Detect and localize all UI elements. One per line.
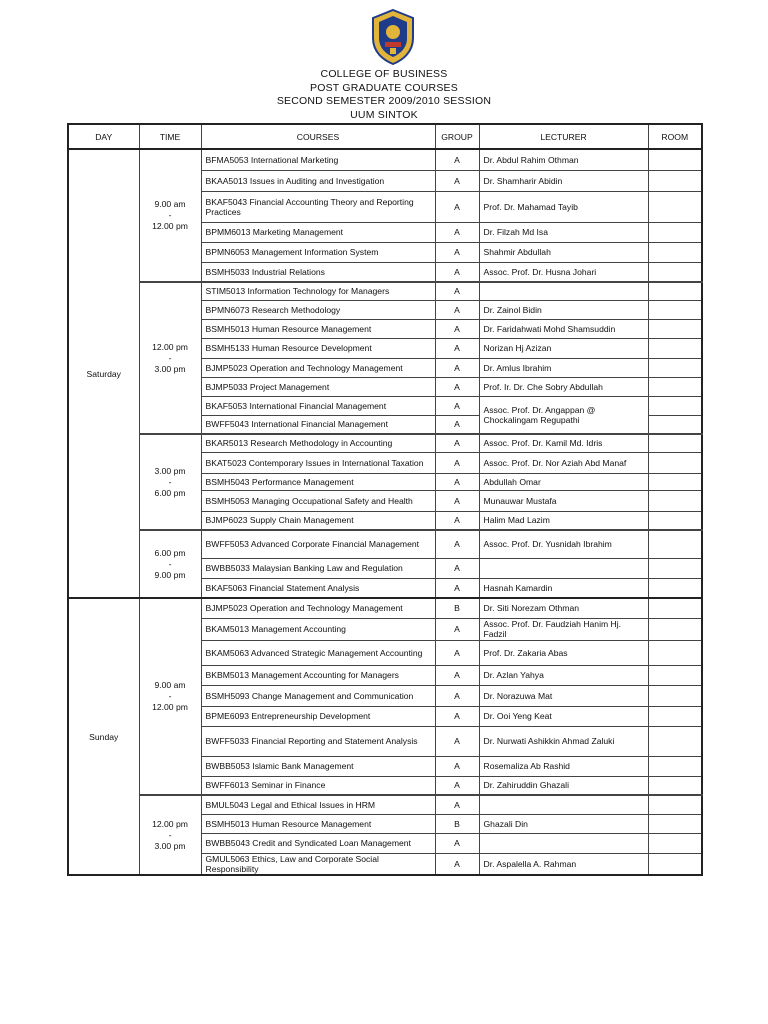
course-cell: BWBB5043 Credit and Syndicated Loan Management <box>201 833 435 853</box>
room-cell <box>648 685 702 706</box>
lecturer-cell: Dr. Shamharir Abidin <box>479 170 648 191</box>
room-cell <box>648 558 702 578</box>
table-row <box>68 282 702 300</box>
group-cell: A <box>435 338 479 358</box>
lecturer-cell: Dr. Filzah Md Isa <box>479 222 648 242</box>
room-cell <box>648 726 702 756</box>
group-cell: B <box>435 598 479 618</box>
course-cell: BPMM6013 Marketing Management <box>201 222 435 242</box>
group-cell: A <box>435 262 479 282</box>
lecturer-cell: Norizan Hj Azizan <box>479 338 648 358</box>
course-cell: BWFF5053 Advanced Corporate Financial Management <box>201 530 435 558</box>
lecturer-cell: Dr. Nurwati Ashikkin Ahmad Zaluki <box>479 726 648 756</box>
lecturer-cell <box>479 833 648 853</box>
lecturer-cell: Dr. Zainol Bidin <box>479 300 648 319</box>
time-cell <box>139 795 201 875</box>
time-line: - <box>168 352 172 363</box>
day-cell: Sunday <box>68 598 139 875</box>
course-cell: GMUL5063 Ethics, Law and Corporate Social Responsibility <box>201 853 435 875</box>
course-cell: BKAM5063 Advanced Strategic Management Accounting <box>201 640 435 665</box>
time-line: 6.00 pm <box>154 487 186 498</box>
group-cell: A <box>435 170 479 191</box>
group-cell: A <box>435 242 479 262</box>
time-cell <box>139 598 201 795</box>
room-cell <box>648 511 702 530</box>
group-cell: A <box>435 853 479 875</box>
course-cell: BKAA5013 Issues in Auditing and Investigation <box>201 170 435 191</box>
lecturer-cell: Halim Mad Lazim <box>479 511 648 530</box>
room-cell <box>648 640 702 665</box>
course-cell: BFMA5053 International Marketing <box>201 149 435 170</box>
course-cell: BSMH5033 Industrial Relations <box>201 262 435 282</box>
lecturer-cell: Assoc. Prof. Dr. Husna Johari <box>479 262 648 282</box>
room-cell <box>648 452 702 473</box>
room-cell <box>648 598 702 618</box>
time-line: - <box>168 829 172 840</box>
course-cell: BJMP6023 Supply Chain Management <box>201 511 435 530</box>
room-cell <box>648 338 702 358</box>
lecturer-cell: Prof. Ir. Dr. Che Sobry Abdullah <box>479 377 648 396</box>
course-cell: BJMP5033 Project Management <box>201 377 435 396</box>
time-line: 9.00 am <box>154 680 186 690</box>
course-cell: BKAT5023 Contemporary Issues in International Taxation <box>201 452 435 473</box>
group-cell: A <box>435 530 479 558</box>
room-cell <box>648 242 702 262</box>
lecturer-cell <box>479 795 648 814</box>
group-cell: A <box>435 149 479 170</box>
lecturer-cell: Dr. Siti Norezam Othman <box>479 598 648 618</box>
course-cell: BPMN6053 Management Information System <box>201 242 435 262</box>
column-header-courses: COURSES <box>201 124 435 149</box>
course-cell: BJMP5023 Operation and Technology Management <box>201 598 435 618</box>
table-row <box>68 434 702 452</box>
room-cell <box>648 853 702 875</box>
lecturer-cell: Prof. Dr. Zakaria Abas <box>479 640 648 665</box>
room-cell <box>648 415 702 434</box>
lecturer-cell: Dr. Zahiruddin Ghazali <box>479 776 648 795</box>
time-line: 9.00 am <box>154 199 186 209</box>
lecturer-cell: Hasnah Kamardin <box>479 578 648 598</box>
lecturer-cell: Shahmir Abdullah <box>479 242 648 262</box>
group-cell: A <box>435 756 479 776</box>
time-line: 12.00 pm <box>152 221 188 231</box>
group-cell: A <box>435 833 479 853</box>
lecturer-cell <box>479 558 648 578</box>
document-heading <box>0 68 768 122</box>
room-cell <box>648 833 702 853</box>
university-crest-icon <box>369 8 417 66</box>
lecturer-cell: Assoc. Prof. Dr. Nor Aziah Abd Manaf <box>479 452 648 473</box>
course-cell: BWFF5043 International Financial Management <box>201 415 435 434</box>
lecturer-cell: Dr. Faridahwati Mohd Shamsuddin <box>479 319 648 338</box>
group-cell: A <box>435 795 479 814</box>
lecturer-cell: Prof. Dr. Mahamad Tayib <box>479 191 648 222</box>
timetable-body <box>68 149 702 875</box>
group-cell: A <box>435 358 479 377</box>
table-row <box>68 530 702 558</box>
group-cell: A <box>435 473 479 490</box>
group-cell: A <box>435 319 479 338</box>
course-cell: BWFF6013 Seminar in Finance <box>201 776 435 795</box>
group-cell: A <box>435 618 479 640</box>
course-cell: BSMH5053 Managing Occupational Safety and Health <box>201 490 435 511</box>
lecturer-cell: Dr. Abdul Rahim Othman <box>479 149 648 170</box>
room-cell <box>648 618 702 640</box>
time-line: 9.00 pm <box>154 569 186 580</box>
room-cell <box>648 300 702 319</box>
time-line: 12.00 pm <box>152 818 188 829</box>
time-cell <box>139 282 201 434</box>
room-cell <box>648 358 702 377</box>
column-header-group: GROUP <box>435 124 479 149</box>
room-cell <box>648 795 702 814</box>
lecturer-cell: Dr. Azlan Yahya <box>479 665 648 685</box>
room-cell <box>648 578 702 598</box>
room-cell <box>648 282 702 300</box>
lecturer-cell: Munauwar Mustafa <box>479 490 648 511</box>
room-cell <box>648 319 702 338</box>
course-cell: BPME6093 Entrepreneurship Development <box>201 706 435 726</box>
course-cell: BKAF5043 Financial Accounting Theory and Reporting Practices <box>201 191 435 222</box>
room-cell <box>648 149 702 170</box>
table-row <box>68 598 702 618</box>
time-line: 3.00 pm <box>154 465 186 476</box>
room-cell <box>648 396 702 415</box>
course-cell: BWBB5053 Islamic Bank Management <box>201 756 435 776</box>
room-cell <box>648 706 702 726</box>
course-cell: BSMH5133 Human Resource Development <box>201 338 435 358</box>
group-cell: A <box>435 640 479 665</box>
time-cell <box>139 434 201 530</box>
column-header-room: ROOM <box>648 124 702 149</box>
group-cell: A <box>435 665 479 685</box>
course-cell: BKAF5063 Financial Statement Analysis <box>201 578 435 598</box>
heading-line-2: POST GRADUATE COURSES <box>310 81 458 94</box>
group-cell: A <box>435 415 479 434</box>
course-cell: BSMH5013 Human Resource Management <box>201 319 435 338</box>
time-line: - <box>168 476 172 487</box>
time-line: - <box>168 558 172 569</box>
group-cell: A <box>435 726 479 756</box>
course-cell: BJMP5023 Operation and Technology Management <box>201 358 435 377</box>
lecturer-cell: Ghazali Din <box>479 814 648 833</box>
lecturer-cell: Dr. Aspalella A. Rahman <box>479 853 648 875</box>
lecturer-cell: Dr. Amlus Ibrahim <box>479 358 648 377</box>
group-cell: A <box>435 685 479 706</box>
course-cell: BWBB5033 Malaysian Banking Law and Regulation <box>201 558 435 578</box>
lecturer-cell: Dr. Norazuwa Mat <box>479 685 648 706</box>
group-cell: A <box>435 452 479 473</box>
course-cell: BKBM5013 Management Accounting for Managers <box>201 665 435 685</box>
time-line: 3.00 pm <box>154 363 186 374</box>
time-line: 6.00 pm <box>154 547 186 558</box>
course-cell: STIM5013 Information Technology for Managers <box>201 282 435 300</box>
lecturer-cell: Assoc. Prof. Dr. Faudziah Hanim Hj. Fadzil <box>479 618 648 640</box>
room-cell <box>648 756 702 776</box>
course-cell: BMUL5043 Legal and Ethical Issues in HRM <box>201 795 435 814</box>
table-row <box>68 149 702 170</box>
heading-line-3: SECOND SEMESTER 2009/2010 SESSION <box>276 95 492 108</box>
group-cell: A <box>435 511 479 530</box>
time-line: 12.00 pm <box>152 341 188 352</box>
group-cell: A <box>435 706 479 726</box>
time-line: 3.00 pm <box>154 840 186 851</box>
time-line: 12.00 pm <box>152 702 188 712</box>
column-header-day: DAY <box>68 124 139 149</box>
room-cell <box>648 473 702 490</box>
course-cell: BKAF5053 International Financial Management <box>201 396 435 415</box>
group-cell: A <box>435 282 479 300</box>
room-cell <box>648 262 702 282</box>
room-cell <box>648 377 702 396</box>
lecturer-cell <box>479 282 648 300</box>
course-cell: BSMH5013 Human Resource Management <box>201 814 435 833</box>
group-cell: A <box>435 377 479 396</box>
column-header-time: TIME <box>139 124 201 149</box>
lecturer-cell: Rosemaliza Ab Rashid <box>479 756 648 776</box>
time-line: - <box>168 691 172 701</box>
lecturer-cell: Abdullah Omar <box>479 473 648 490</box>
course-cell: BSMH5043 Performance Management <box>201 473 435 490</box>
group-cell: A <box>435 558 479 578</box>
room-cell <box>648 191 702 222</box>
table-row <box>68 795 702 814</box>
room-cell <box>648 490 702 511</box>
room-cell <box>648 222 702 242</box>
room-cell <box>648 170 702 191</box>
group-cell: A <box>435 222 479 242</box>
course-cell: BKAM5013 Management Accounting <box>201 618 435 640</box>
time-cell <box>139 149 201 282</box>
day-cell: Saturday <box>68 149 139 598</box>
group-cell: A <box>435 434 479 452</box>
course-cell: BPMN6073 Research Methodology <box>201 300 435 319</box>
course-cell: BSMH5093 Change Management and Communication <box>201 685 435 706</box>
lecturer-cell: Assoc. Prof. Dr. Kamil Md. Idris <box>479 434 648 452</box>
group-cell: A <box>435 776 479 795</box>
time-cell <box>139 530 201 598</box>
time-line: - <box>168 210 172 220</box>
group-cell: A <box>435 490 479 511</box>
group-cell: A <box>435 578 479 598</box>
room-cell <box>648 776 702 795</box>
group-cell: A <box>435 300 479 319</box>
course-cell: BKAR5013 Research Methodology in Accounting <box>201 434 435 452</box>
room-cell <box>648 434 702 452</box>
room-cell <box>648 530 702 558</box>
room-cell <box>648 665 702 685</box>
heading-line-1: COLLEGE OF BUSINESS <box>320 68 448 80</box>
lecturer-cell: Assoc. Prof. Dr. Yusnidah Ibrahim <box>479 530 648 558</box>
group-cell: A <box>435 191 479 222</box>
heading-line-4: UUM SINTOK <box>350 108 418 121</box>
lecturer-cell: Assoc. Prof. Dr. Angappan @ Chockalingam Regupathi <box>479 396 648 434</box>
group-cell: B <box>435 814 479 833</box>
room-cell <box>648 814 702 833</box>
course-cell: BWFF5033 Financial Reporting and Statement Analysis <box>201 726 435 756</box>
column-header-lecturer: LECTURER <box>479 124 648 149</box>
group-cell: A <box>435 396 479 415</box>
timetable <box>67 123 703 876</box>
header-row <box>68 124 702 149</box>
lecturer-cell: Dr. Ooi Yeng Keat <box>479 706 648 726</box>
